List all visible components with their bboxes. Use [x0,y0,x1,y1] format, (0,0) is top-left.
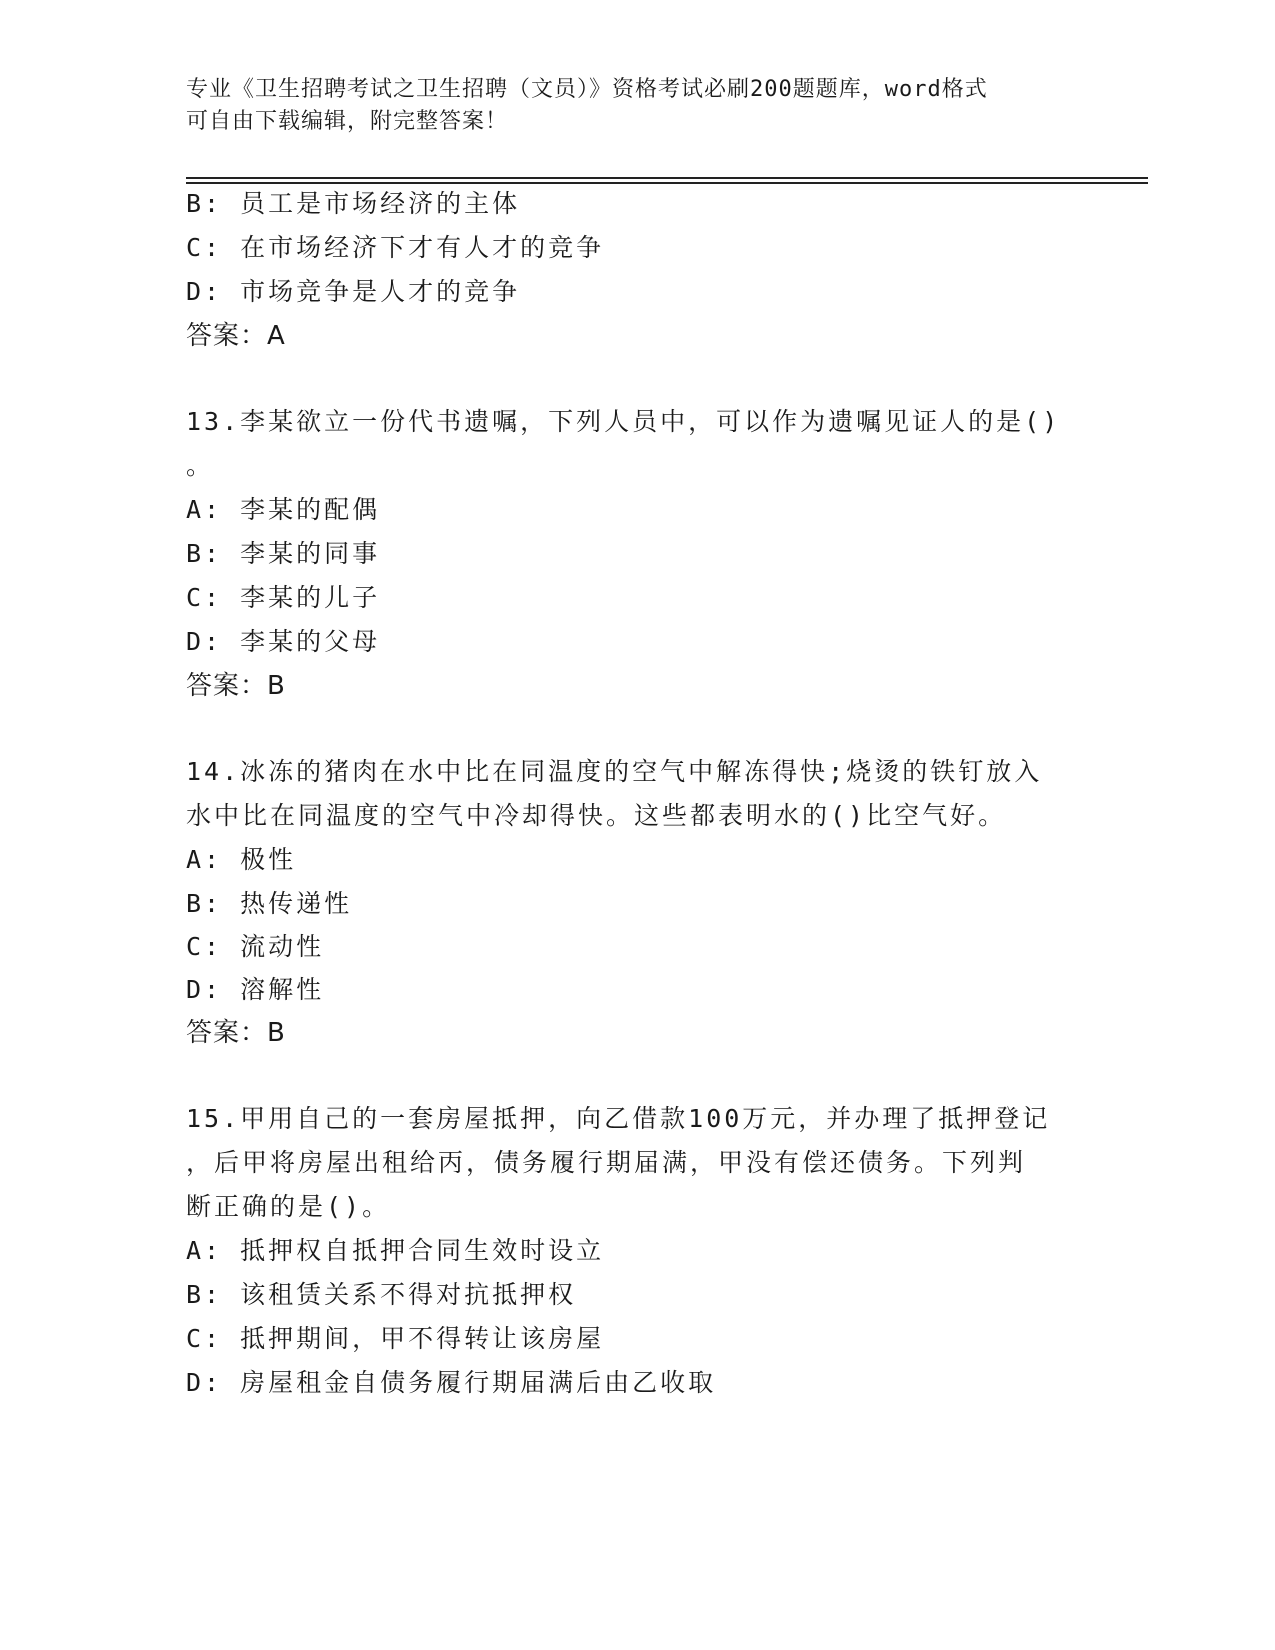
q15-option-b: B: 该租赁关系不得对抗抵押权 [186,1280,577,1309]
q14-answer: 答案：B [186,1018,286,1048]
header-divider-bottom [186,182,1148,184]
q13-answer: 答案：B [186,671,286,701]
q15-stem-line-1: 15.甲用自己的一套房屋抵押，向乙借款100万元，并办理了抵押登记 [186,1104,1051,1133]
q12-option-b: B: 员工是市场经济的主体 [186,189,521,218]
q14-stem-line-1: 14.冰冻的猪肉在水中比在同温度的空气中解冻得快;烧烫的铁钉放入 [186,757,1043,786]
q15-option-a: A: 抵押权自抵押合同生效时设立 [186,1236,605,1265]
q15-option-c: C: 抵押期间，甲不得转让该房屋 [186,1324,605,1353]
q13-stem-line-1: 13.李某欲立一份代书遗嘱，下列人员中，可以作为遗嘱见证人的是() [186,407,1061,436]
q14-option-d: D: 溶解性 [186,975,325,1004]
q14-option-b: B: 热传递性 [186,889,353,918]
header-line-2: 可自由下载编辑，附完整答案！ [186,109,509,134]
q14-option-a: A: 极性 [186,845,297,874]
header-divider-top [186,177,1148,179]
q14-stem-line-2: 水中比在同温度的空气中冷却得快。这些都表明水的()比空气好。 [186,801,1007,830]
q13-stem-line-2: 。 [186,451,215,480]
document-header [186,74,1086,138]
q12-answer: 答案：A [186,321,286,351]
q13-option-c: C: 李某的儿子 [186,583,381,612]
q15-stem-line-2: ，后甲将房屋出租给丙，债务履行期届满，甲没有偿还债务。下列判 [186,1148,1027,1177]
q12-option-c: C: 在市场经济下才有人才的竞争 [186,233,605,262]
header-line-1: 专业《卫生招聘考试之卫生招聘（文员）》资格考试必刷200题题库，word格式 [186,77,988,102]
q14-option-c: C: 流动性 [186,932,325,961]
q15-stem-line-3: 断正确的是()。 [186,1192,391,1221]
q13-option-b: B: 李某的同事 [186,539,381,568]
q15-option-d: D: 房屋租金自债务履行期届满后由乙收取 [186,1368,717,1397]
q13-option-a: A: 李某的配偶 [186,495,381,524]
q12-option-d: D: 市场竞争是人才的竞争 [186,277,521,306]
q13-option-d: D: 李某的父母 [186,627,381,656]
